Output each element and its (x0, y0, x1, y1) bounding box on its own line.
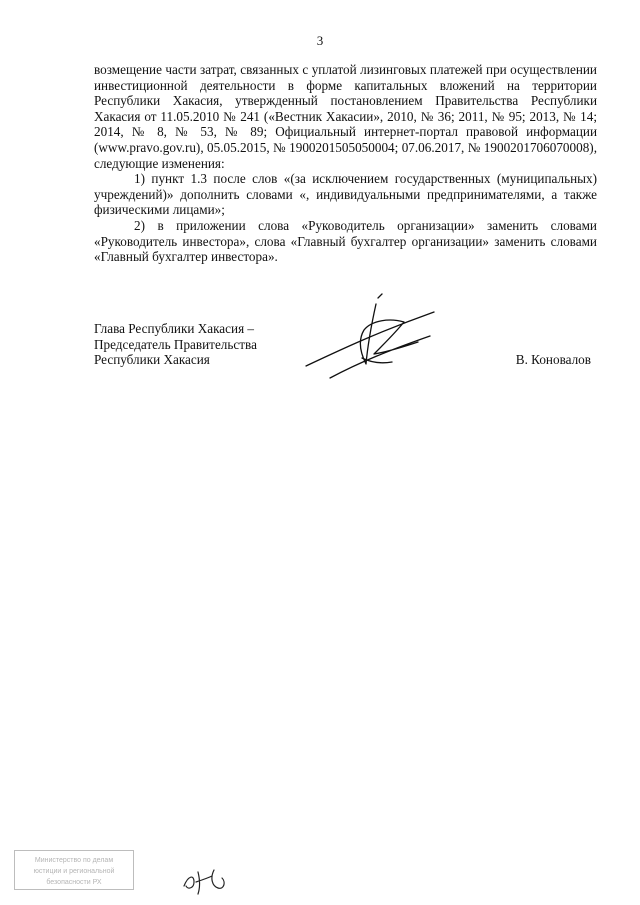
paragraph-item-2: 2) в приложении слова «Руководитель организации» заменить словами «Руководитель инвестора», слова «Главный бухгалтер организации» заменить словами «Главный бухгалтер инвестора». (94, 217, 597, 265)
signer-title (94, 321, 257, 368)
signer-title-line: Председатель Правительства (94, 336, 257, 352)
signer-title-line: Республики Хакасия (94, 352, 210, 368)
paragraph-intro: возмещение части затрат, связанных с уплатой лизинговых платежей при осуществлении инвестиционной деятельности в форме капитальных вложений на территории Республики Хакасия, утвержденный постановлением Правительства Республики Хакасия от 11.05.2010 № 241 («Вестник Хакасии», 2010, № 36; 2011, № 95; 2013, № 14; 2014, № 8, № 53, № 89; Официальный интернет-портал правовой информации (www.pravo.gov.ru), 05.05.2015, № 1900201505050004; 07.06.2017, № 1900201706070008), следующие изменения: (94, 62, 597, 171)
registration-stamp (14, 850, 134, 890)
stamp-line: Министерство по делам (34, 857, 114, 864)
page-number: 3 (316, 33, 324, 48)
handwritten-signature (300, 292, 440, 382)
stamp-line: юстиции и региональной (33, 868, 115, 875)
signer-title-line: Глава Республики Хакасия – (94, 321, 255, 336)
body-text (94, 62, 597, 265)
handwritten-initials (180, 864, 230, 896)
stamp-line: безопасности РХ (46, 879, 102, 886)
paragraph-item-1: 1) пункт 1.3 после слов «(за исключением государственных (муниципальных) учреждений)» дополнить словами «, индивидуальными предпринимателями, а также физическими лицами»; (94, 171, 597, 218)
signer-name: В. Коновалов (515, 352, 591, 367)
